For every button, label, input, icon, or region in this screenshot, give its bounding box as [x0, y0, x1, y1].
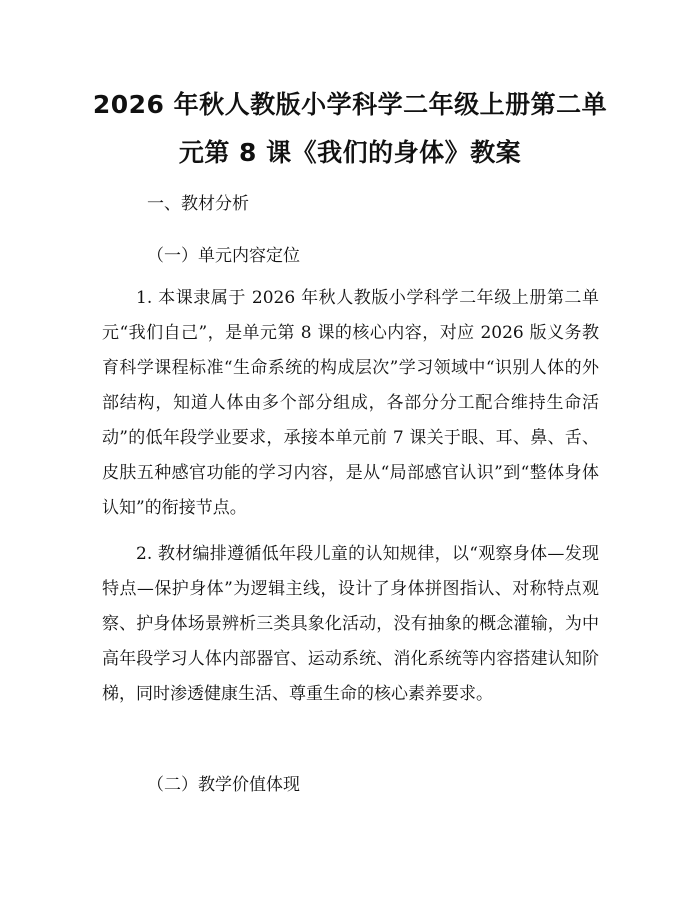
- paragraph-2: 2. 教材编排遵循低年段儿童的认知规律，以“观察身体—发现特点—保护身体”为逻辑主线，设计了身体拼图指认、对称特点观察、护身体场景辨析三类具象化活动，没有抽象的概念灌输，为中高年段学习人体内部器官、运动系统、消化系统等内容搭建认知阶梯，同时渗透健康生活、尊重生命的核心素养要求。: [102, 544, 599, 704]
- document-title-line-1: 2026 年秋人教版小学科学二年级上册第二单: [92, 90, 608, 119]
- document-title-line-2: 元第 8 课《我们的身体》教案: [178, 138, 522, 167]
- paragraph-1: 1. 本课隶属于 2026 年秋人教版小学科学二年级上册第二单元“我们自己”，是单元第 8 课的核心内容，对应 2026 版义务教育科学课程标准“生命系统的构成层次”学习领域中“识别人体的外部结构，知道人体由多个部分组成，各部分分工配合维持生命活动”的低年段学业要求，承接本单元前 7 课关于眼、耳、鼻、舌、皮肤五种感官功能的学习内容，是从“局部感官认识”到“整体身体认知”的衔接节点。: [102, 288, 599, 518]
- section-heading-teaching-material-analysis: 一、教材分析: [147, 194, 249, 214]
- subsection-heading-teaching-value: （二）教学价值体现: [147, 775, 300, 795]
- subsection-heading-unit-positioning: （一）单元内容定位: [147, 246, 300, 266]
